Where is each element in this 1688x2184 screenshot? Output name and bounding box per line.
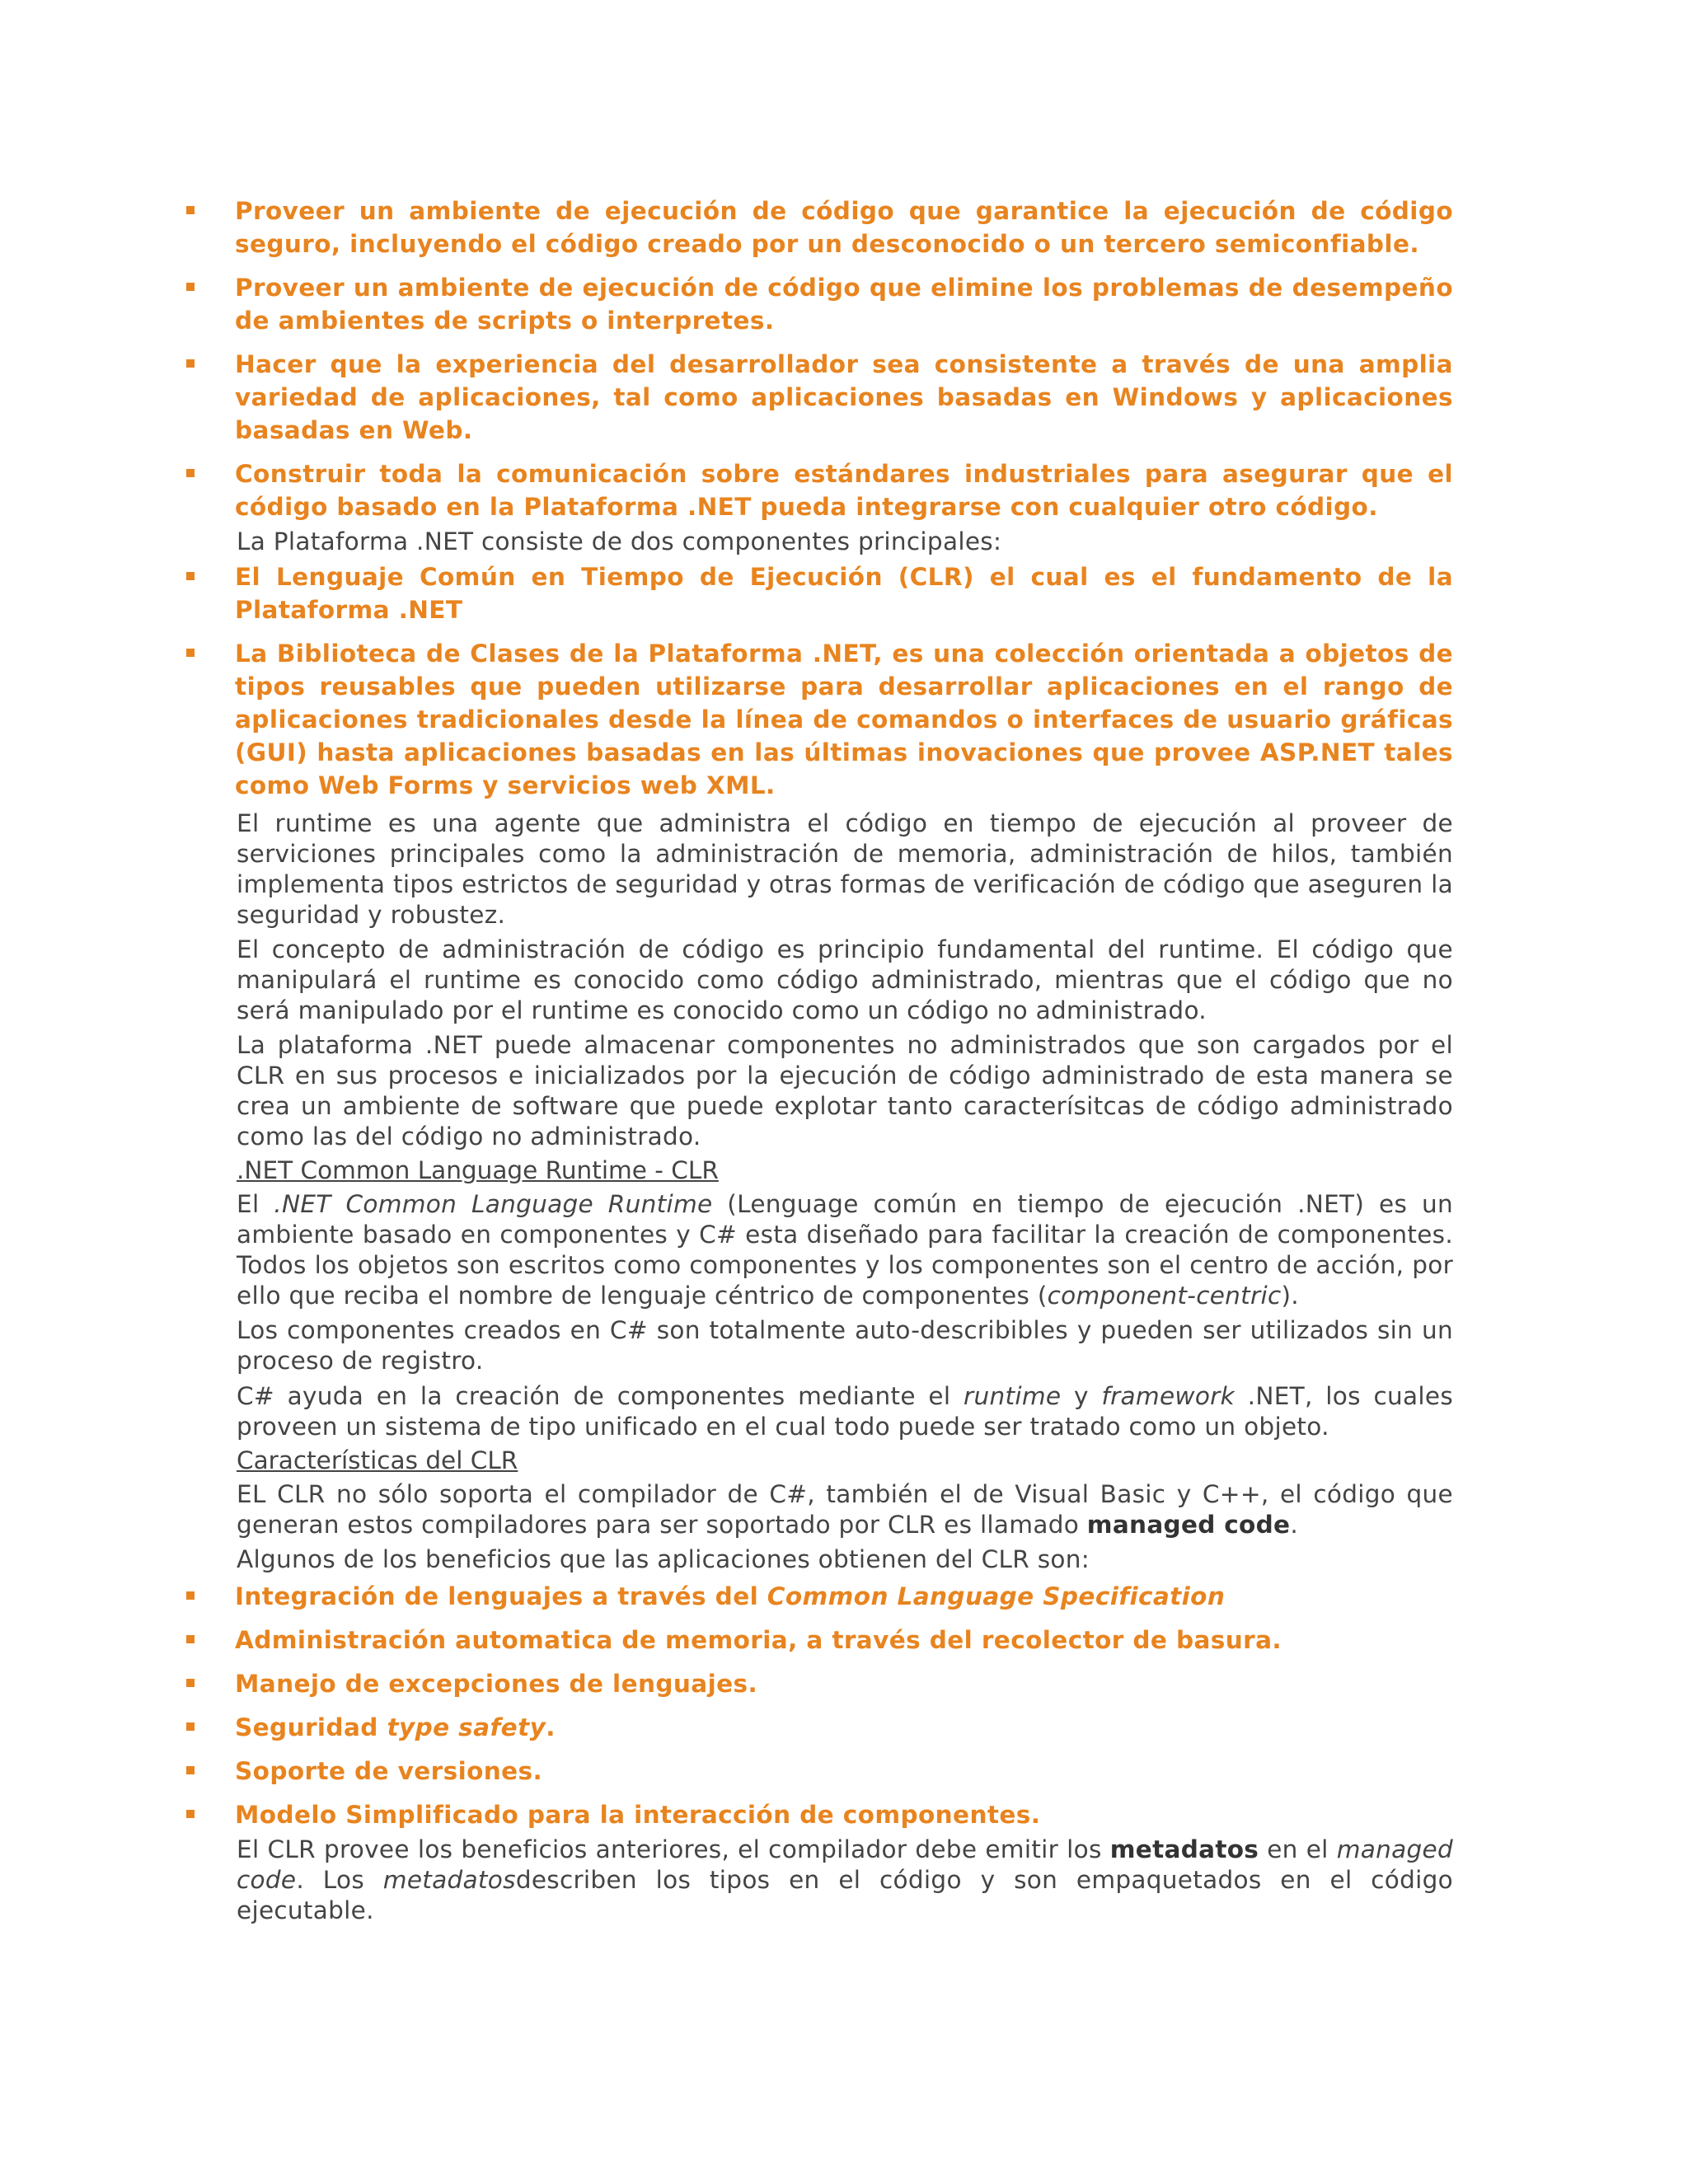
section-heading: .NET Common Language Runtime - CLR (237, 1156, 719, 1184)
square-bullet-icon (186, 283, 195, 291)
paragraph: Algunos de los beneficios que las aplicaciones obtienen del CLR son: (237, 1545, 1090, 1573)
list-item: Integración de lenguajes a través del Common Language Specification (235, 1580, 1453, 1613)
square-bullet-icon (186, 1810, 195, 1818)
list-item: La Biblioteca de Clases de la Plataforma .NET, es una colección orientada a objetos de tipos reusables que pueden utilizarse para desarrollar aplicaciones en el rango de aplicaciones tradicionales desde la línea de comandos o interfaces de usuario gráficas (GUI) hasta aplicaciones basadas en las últimas inovaciones que provee ASP.NET tales como Web Forms y servicios web XML. (235, 637, 1453, 802)
list-item: Seguridad type safety. (235, 1711, 1453, 1744)
list-item: El Lenguaje Común en Tiempo de Ejecución (CLR) el cual es el fundamento de la Plataforma .NET (235, 560, 1453, 626)
paragraph: El runtime es una agente que administra el código en tiempo de ejecución al proveer de serviciones principales como la administración de memoria, administración de hilos, también implementa tipos estrictos de seguridad y otras formas de verificación de código que aseguren la seguridad y robustez. (237, 809, 1453, 929)
paragraph: La Plataforma .NET consiste de dos componentes principales: (237, 527, 1002, 555)
list-item: Construir toda la comunicación sobre estándares industriales para asegurar que el código basado en la Plataforma .NET pueda integrarse con cualquier otro código. (235, 457, 1453, 523)
square-bullet-icon (186, 572, 195, 580)
paragraph: El CLR provee los beneficios anteriores, el compilador debe emitir los metadatos en el managed code. Los metadatosdescriben los tipos en el código y son empaquetados en el código ejecutable. (237, 1835, 1453, 1924)
paragraph: La plataforma .NET puede almacenar componentes no administrados que son cargados por el CLR en sus procesos e inicializados por la ejecución de código administrado de esta manera se crea un ambiente de software que puede explotar tanto caracterísitcas de código administrado como las del código no administrado. (237, 1031, 1453, 1151)
list-item: Proveer un ambiente de ejecución de código que garantice la ejecución de código seguro, incluyendo el código creado por un desconocido o un tercero semiconfiable. (235, 194, 1453, 260)
list-item: Modelo Simplificado para la interacción de componentes. (235, 1798, 1453, 1831)
list-item: Proveer un ambiente de ejecución de código que elimine los problemas de desempeño de ambientes de scripts o interpretes. (235, 271, 1453, 337)
square-bullet-icon (186, 1722, 195, 1731)
list-item: Soporte de versiones. (235, 1755, 1453, 1788)
square-bullet-icon (186, 469, 195, 477)
square-bullet-icon (186, 649, 195, 657)
paragraph: EL CLR no sólo soporta el compilador de C#, también el de Visual Basic y C++, el código que generan estos compiladores para ser soportado por CLR es llamado managed code. (237, 1480, 1453, 1539)
list-item: Administración automatica de memoria, a través del recolector de basura. (235, 1624, 1453, 1657)
square-bullet-icon (186, 1591, 195, 1600)
paragraph: El concepto de administración de código es principio fundamental del runtime. El código que manipulará el runtime es conocido como código administrado, mientras que el código que no será manipulado por el runtime es conocido como un código no administrado. (237, 935, 1453, 1024)
paragraph: C# ayuda en la creación de componentes mediante el runtime y framework .NET, los cuales proveen un sistema de tipo unificado en el cual todo puede ser tratado como un objeto. (237, 1382, 1453, 1441)
paragraph: El .NET Common Language Runtime (Lenguage común en tiempo de ejecución .NET) es un ambiente basado en componentes y C# esta diseñado para facilitar la creación de componentes. Todos los objetos son escritos como componentes y los componentes son el centro de acción, por ello que reciba el nombre de lenguaje céntrico de componentes (component-centric). (237, 1190, 1454, 1310)
square-bullet-icon (186, 359, 195, 368)
square-bullet-icon (186, 1766, 195, 1774)
paragraph: Los componentes creados en C# son totalmente auto-describibles y pueden ser utilizados sin un proceso de registro. (237, 1316, 1453, 1375)
list-item: Manejo de excepciones de lenguajes. (235, 1667, 1453, 1700)
square-bullet-icon (186, 1679, 195, 1687)
section-heading: Características del CLR (237, 1446, 518, 1474)
document-body (0, 194, 1688, 1926)
list-item: Hacer que la experiencia del desarrollador sea consistente a través de una amplia variedad de aplicaciones, tal como aplicaciones basadas en Windows y aplicaciones basadas en Web. (235, 348, 1453, 447)
square-bullet-icon (186, 206, 195, 214)
square-bullet-icon (186, 1635, 195, 1643)
